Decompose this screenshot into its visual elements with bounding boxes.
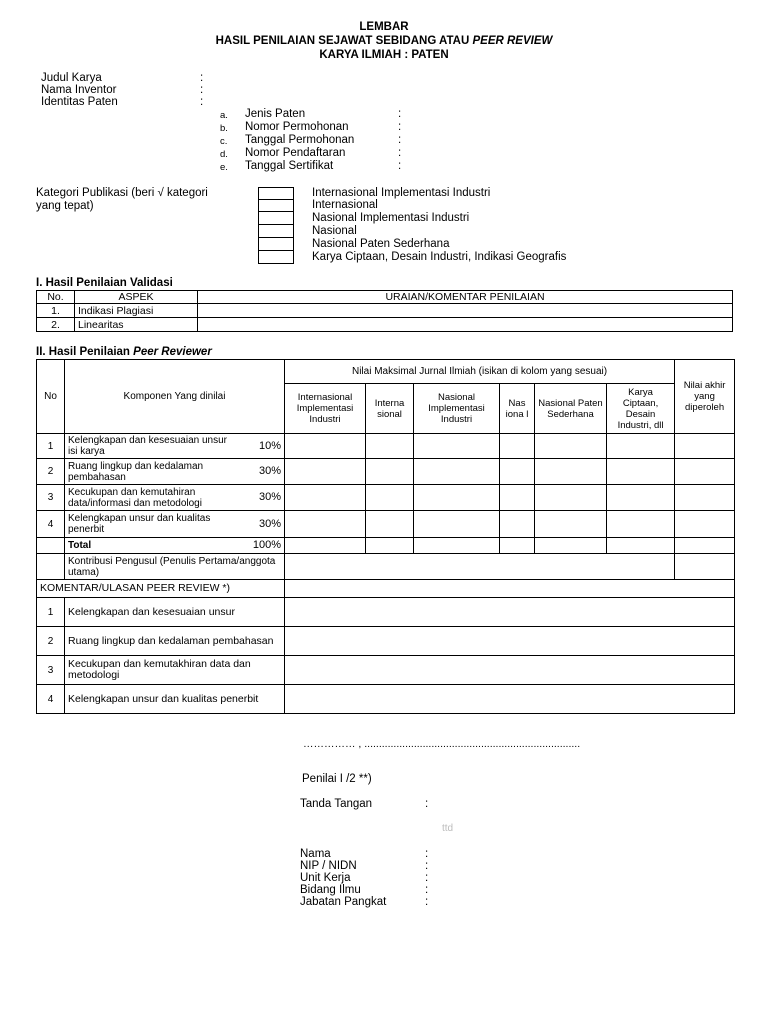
pr-komentar-header-row	[37, 580, 735, 598]
pr-sub-internasional-industri: Internasional Implementasi Industri	[285, 384, 366, 434]
pr-row-2-cell[interactable]	[500, 459, 535, 485]
validasi-header-row	[37, 291, 733, 304]
pr-row-4-akhir[interactable]	[675, 511, 735, 538]
sign-bidang-ilmu-sep: :	[425, 884, 429, 896]
pr-row-3-cell[interactable]	[285, 485, 366, 511]
pr-row-3-cell[interactable]	[607, 485, 675, 511]
pr-komentar-row-3	[37, 656, 735, 685]
validasi-row-1-aspek: Indikasi Plagiasi	[75, 304, 198, 318]
pr-row-1-cell[interactable]	[414, 434, 500, 459]
validasi-row-2-aspek: Linearitas	[75, 318, 198, 332]
pr-row-1-no: 1	[37, 434, 65, 459]
pr-total-cell[interactable]	[366, 538, 414, 554]
pr-row-4-no: 4	[37, 511, 65, 538]
sign-jabatan-label: Jabatan Pangkat	[300, 896, 387, 908]
pr-komentar-4-label: Kelengkapan unsur dan kualitas penerbit	[65, 685, 285, 714]
pr-komentar-4-input[interactable]	[285, 685, 735, 714]
pr-komentar-3-input[interactable]	[285, 656, 735, 685]
doc-title-lembar: LEMBAR	[359, 21, 409, 33]
sub-field-tanggal-permohonan-label: Tanggal Permohonan	[245, 134, 355, 146]
pr-head-group: Nilai Maksimal Jurnal Ilmiah (isikan di kolom yang sesuai)	[285, 360, 675, 384]
pr-row-2-cell[interactable]	[366, 459, 414, 485]
validasi-row-1	[37, 304, 733, 318]
pr-kontribusi-row	[37, 554, 735, 580]
pr-row-4-cell[interactable]	[535, 511, 607, 538]
pr-total-akhir[interactable]	[675, 538, 735, 554]
pr-row-3-cell[interactable]	[535, 485, 607, 511]
pr-komentar-2-label: Ruang lingkup dan kedalaman pembahasan	[65, 627, 285, 656]
kategori-option-1: Internasional Implementasi Industri	[312, 187, 491, 199]
pr-sub-karya-ciptaan: Karya Ciptaan, Desain Industri, dll	[607, 384, 675, 434]
pr-row-2-no: 2	[37, 459, 65, 485]
sign-ttd: ttd	[442, 823, 454, 834]
field-nama-inventor-label: Nama Inventor	[41, 84, 117, 96]
kategori-checkbox-6[interactable]	[258, 250, 294, 264]
pr-komentar-row-1	[37, 598, 735, 627]
pr-row-3-cell[interactable]	[366, 485, 414, 511]
pr-row-3-pct: 30%	[258, 491, 281, 503]
sub-field-a-letter: a.	[220, 110, 228, 121]
validasi-row-2	[37, 318, 733, 332]
pr-row-4-pct: 30%	[258, 517, 281, 530]
sign-tanda-tangan-sep: :	[425, 798, 429, 810]
kategori-checkbox-4[interactable]	[258, 224, 294, 238]
pr-row-3-cell[interactable]	[500, 485, 535, 511]
doc-title-sub: KARYA ILMIAH : PATEN	[319, 49, 449, 61]
kategori-option-4: Nasional	[312, 225, 357, 237]
pr-komentar-title: KOMENTAR/ULASAN PEER REVIEW *)	[37, 580, 285, 598]
sign-nama-sep: :	[425, 848, 429, 860]
sub-field-tanggal-permohonan-sep: :	[398, 134, 402, 146]
pr-row-1-akhir[interactable]	[675, 434, 735, 459]
pr-row-3-komponen	[65, 485, 285, 511]
sub-field-d-letter: d.	[220, 149, 228, 160]
pr-row-2-cell[interactable]	[607, 459, 675, 485]
sign-unit-kerja-label: Unit Kerja	[300, 872, 351, 884]
sub-field-e-letter: e.	[220, 162, 228, 173]
pr-row-2-akhir[interactable]	[675, 459, 735, 485]
pr-komentar-1-no: 1	[37, 598, 65, 627]
kategori-option-3: Nasional Implementasi Industri	[312, 212, 470, 224]
pr-total-cell[interactable]	[285, 538, 366, 554]
pr-total-row	[37, 538, 735, 554]
kategori-label-line2: yang tepat)	[36, 200, 94, 212]
sign-tanda-tangan-label: Tanda Tangan	[300, 798, 373, 810]
sub-field-nomor-pendaftaran-label: Nomor Pendaftaran	[245, 147, 346, 159]
section1-title: I. Hasil Penilaian Validasi	[36, 277, 173, 289]
validasi-row-2-no: 2.	[37, 318, 75, 332]
pr-row-3-akhir[interactable]	[675, 485, 735, 511]
sub-field-nomor-permohonan-label: Nomor Permohonan	[245, 121, 349, 133]
field-judul-karya-label: Judul Karya	[41, 72, 102, 84]
doc-title-main-text: HASIL PENILAIAN SEJAWAT SEBIDANG ATAU	[215, 35, 473, 47]
kategori-checkbox-3[interactable]	[258, 211, 294, 225]
sign-bidang-ilmu-label: Bidang Ilmu	[300, 884, 361, 896]
sub-field-nomor-permohonan-sep: :	[398, 121, 402, 133]
pr-sub-nasional-paten-sederhana: Nasional Paten Sederhana	[535, 384, 607, 434]
sign-jabatan-sep: :	[425, 896, 429, 908]
validasi-head-uraian: URAIAN/KOMENTAR PENILAIAN	[198, 291, 733, 304]
pr-row-4-text: Kelengkapan unsur dan kualitas penerbit	[68, 513, 211, 535]
pr-total-komponen	[65, 538, 285, 554]
doc-title-peer-review: PEER REVIEW	[472, 35, 553, 47]
pr-komentar-1-input[interactable]	[285, 598, 735, 627]
validasi-row-1-no: 1.	[37, 304, 75, 318]
pr-row-4-komponen	[65, 511, 285, 538]
pr-total-cell[interactable]	[607, 538, 675, 554]
pr-header-row-1	[37, 360, 735, 384]
pr-row-3-text: Kecukupan dan kemutahiran data/informasi dan metodologi	[68, 486, 202, 509]
sign-nama-label: Nama	[300, 848, 331, 860]
pr-total-label: Total	[68, 540, 92, 551]
pr-sub-nasional-industri: Nasional Implementasi Industri	[414, 384, 500, 434]
kategori-option-5: Nasional Paten Sederhana	[312, 238, 450, 250]
section2-title-peer-reviewer: Peer Reviewer	[133, 346, 212, 358]
field-nama-inventor-sep: :	[200, 84, 204, 96]
pr-row-1-cell[interactable]	[500, 434, 535, 459]
pr-komentar-3-label: Kecukupan dan kemutakhiran data dan metodologi	[65, 656, 285, 685]
pr-total-cell[interactable]	[414, 538, 500, 554]
pr-row-4	[37, 511, 735, 538]
pr-total-cell[interactable]	[535, 538, 607, 554]
sub-field-tanggal-sertifikat-label: Tanggal Sertifikat	[245, 160, 334, 172]
pr-row-2-cell[interactable]	[285, 459, 366, 485]
pr-kontribusi-no	[37, 554, 65, 580]
sign-penilai: Penilai I /2 **)	[302, 773, 372, 785]
kategori-option-6: Karya Ciptaan, Desain Industri, Indikasi Geografis	[312, 251, 567, 263]
validasi-row-1-uraian[interactable]	[198, 304, 733, 318]
sign-nip-label: NIP / NIDN	[300, 860, 357, 872]
pr-head-komponen: Komponen Yang dinilai	[65, 360, 285, 434]
pr-sub-internasional: Interna sional	[366, 384, 414, 434]
pr-row-1-komponen	[65, 434, 285, 459]
pr-row-3-cell[interactable]	[414, 485, 500, 511]
pr-komentar-3-no: 3	[37, 656, 65, 685]
pr-row-4-cell[interactable]	[607, 511, 675, 538]
pr-row-1-text: Kelengkapan dan kesesuaian unsur isi karya	[68, 435, 228, 457]
sub-field-b-letter: b.	[220, 123, 228, 134]
sub-field-jenis-paten-sep: :	[398, 108, 402, 120]
pr-row-3-no: 3	[37, 485, 65, 511]
pr-row-2-cell[interactable]	[535, 459, 607, 485]
pr-row-1-cell[interactable]	[366, 434, 414, 459]
sub-field-jenis-paten-label: Jenis Paten	[245, 108, 306, 120]
pr-komentar-2-no: 2	[37, 627, 65, 656]
sign-unit-kerja-sep: :	[425, 872, 429, 884]
pr-row-2-pct: 30%	[258, 465, 281, 477]
sign-place-date[interactable]: …………… , ..........................................................................	[303, 738, 581, 750]
sub-field-tanggal-sertifikat-sep: :	[398, 160, 402, 172]
pr-row-2	[37, 459, 735, 485]
pr-kontribusi-label: Kontribusi Pengusul (Penulis Pertama/anggota utama)	[65, 554, 285, 580]
pr-row-1-pct: 10%	[258, 439, 281, 452]
pr-sub-nasional: Nas iona l	[500, 384, 535, 434]
pr-head-no: No	[37, 360, 65, 434]
section2-title	[36, 346, 212, 358]
pr-kontribusi-akhir[interactable]	[675, 554, 735, 580]
pr-komentar-row-4	[37, 685, 735, 714]
pr-komentar-1-label: Kelengkapan dan kesesuaian unsur	[65, 598, 285, 627]
pr-kontribusi-cell[interactable]	[285, 554, 675, 580]
pr-row-1	[37, 434, 735, 459]
field-identitas-paten-label: Identitas Paten	[41, 96, 118, 108]
pr-total-no	[37, 538, 65, 554]
field-judul-karya-sep: :	[200, 72, 204, 84]
pr-row-4-cell[interactable]	[285, 511, 366, 538]
pr-row-2-text: Ruang lingkup dan kedalaman pembahasan	[68, 460, 204, 483]
pr-row-1-cell[interactable]	[285, 434, 366, 459]
pr-row-4-cell[interactable]	[500, 511, 535, 538]
validasi-row-2-uraian[interactable]	[198, 318, 733, 332]
pr-komentar-header-blank	[285, 580, 735, 598]
peer-review-table	[36, 359, 735, 714]
pr-row-2-cell[interactable]	[414, 459, 500, 485]
sign-nip-sep: :	[425, 860, 429, 872]
pr-row-2-komponen	[65, 459, 285, 485]
validasi-head-no: No.	[37, 291, 75, 304]
pr-komentar-4-no: 4	[37, 685, 65, 714]
sub-field-c-letter: c.	[220, 136, 228, 147]
pr-komentar-row-2	[37, 627, 735, 656]
pr-row-3	[37, 485, 735, 511]
pr-row-1-cell[interactable]	[607, 434, 675, 459]
kategori-label-line1: Kategori Publikasi (beri √ kategori	[36, 187, 208, 199]
kategori-option-2: Internasional	[312, 199, 378, 211]
pr-total-cell[interactable]	[500, 538, 535, 554]
pr-row-4-cell[interactable]	[366, 511, 414, 538]
kategori-checkbox-5[interactable]	[258, 237, 294, 251]
validasi-head-aspek: ASPEK	[75, 291, 198, 304]
pr-head-nilai-akhir: Nilai akhir yang diperoleh	[675, 360, 735, 434]
sub-field-nomor-pendaftaran-sep: :	[398, 147, 402, 159]
pr-row-4-cell[interactable]	[414, 511, 500, 538]
section2-title-text: II. Hasil Penilaian	[36, 346, 134, 358]
validasi-table	[36, 290, 733, 332]
doc-title-main	[0, 34, 768, 48]
field-identitas-paten-sep: :	[200, 96, 204, 108]
pr-total-pct: 100%	[252, 539, 281, 551]
pr-row-1-cell[interactable]	[535, 434, 607, 459]
pr-komentar-2-input[interactable]	[285, 627, 735, 656]
